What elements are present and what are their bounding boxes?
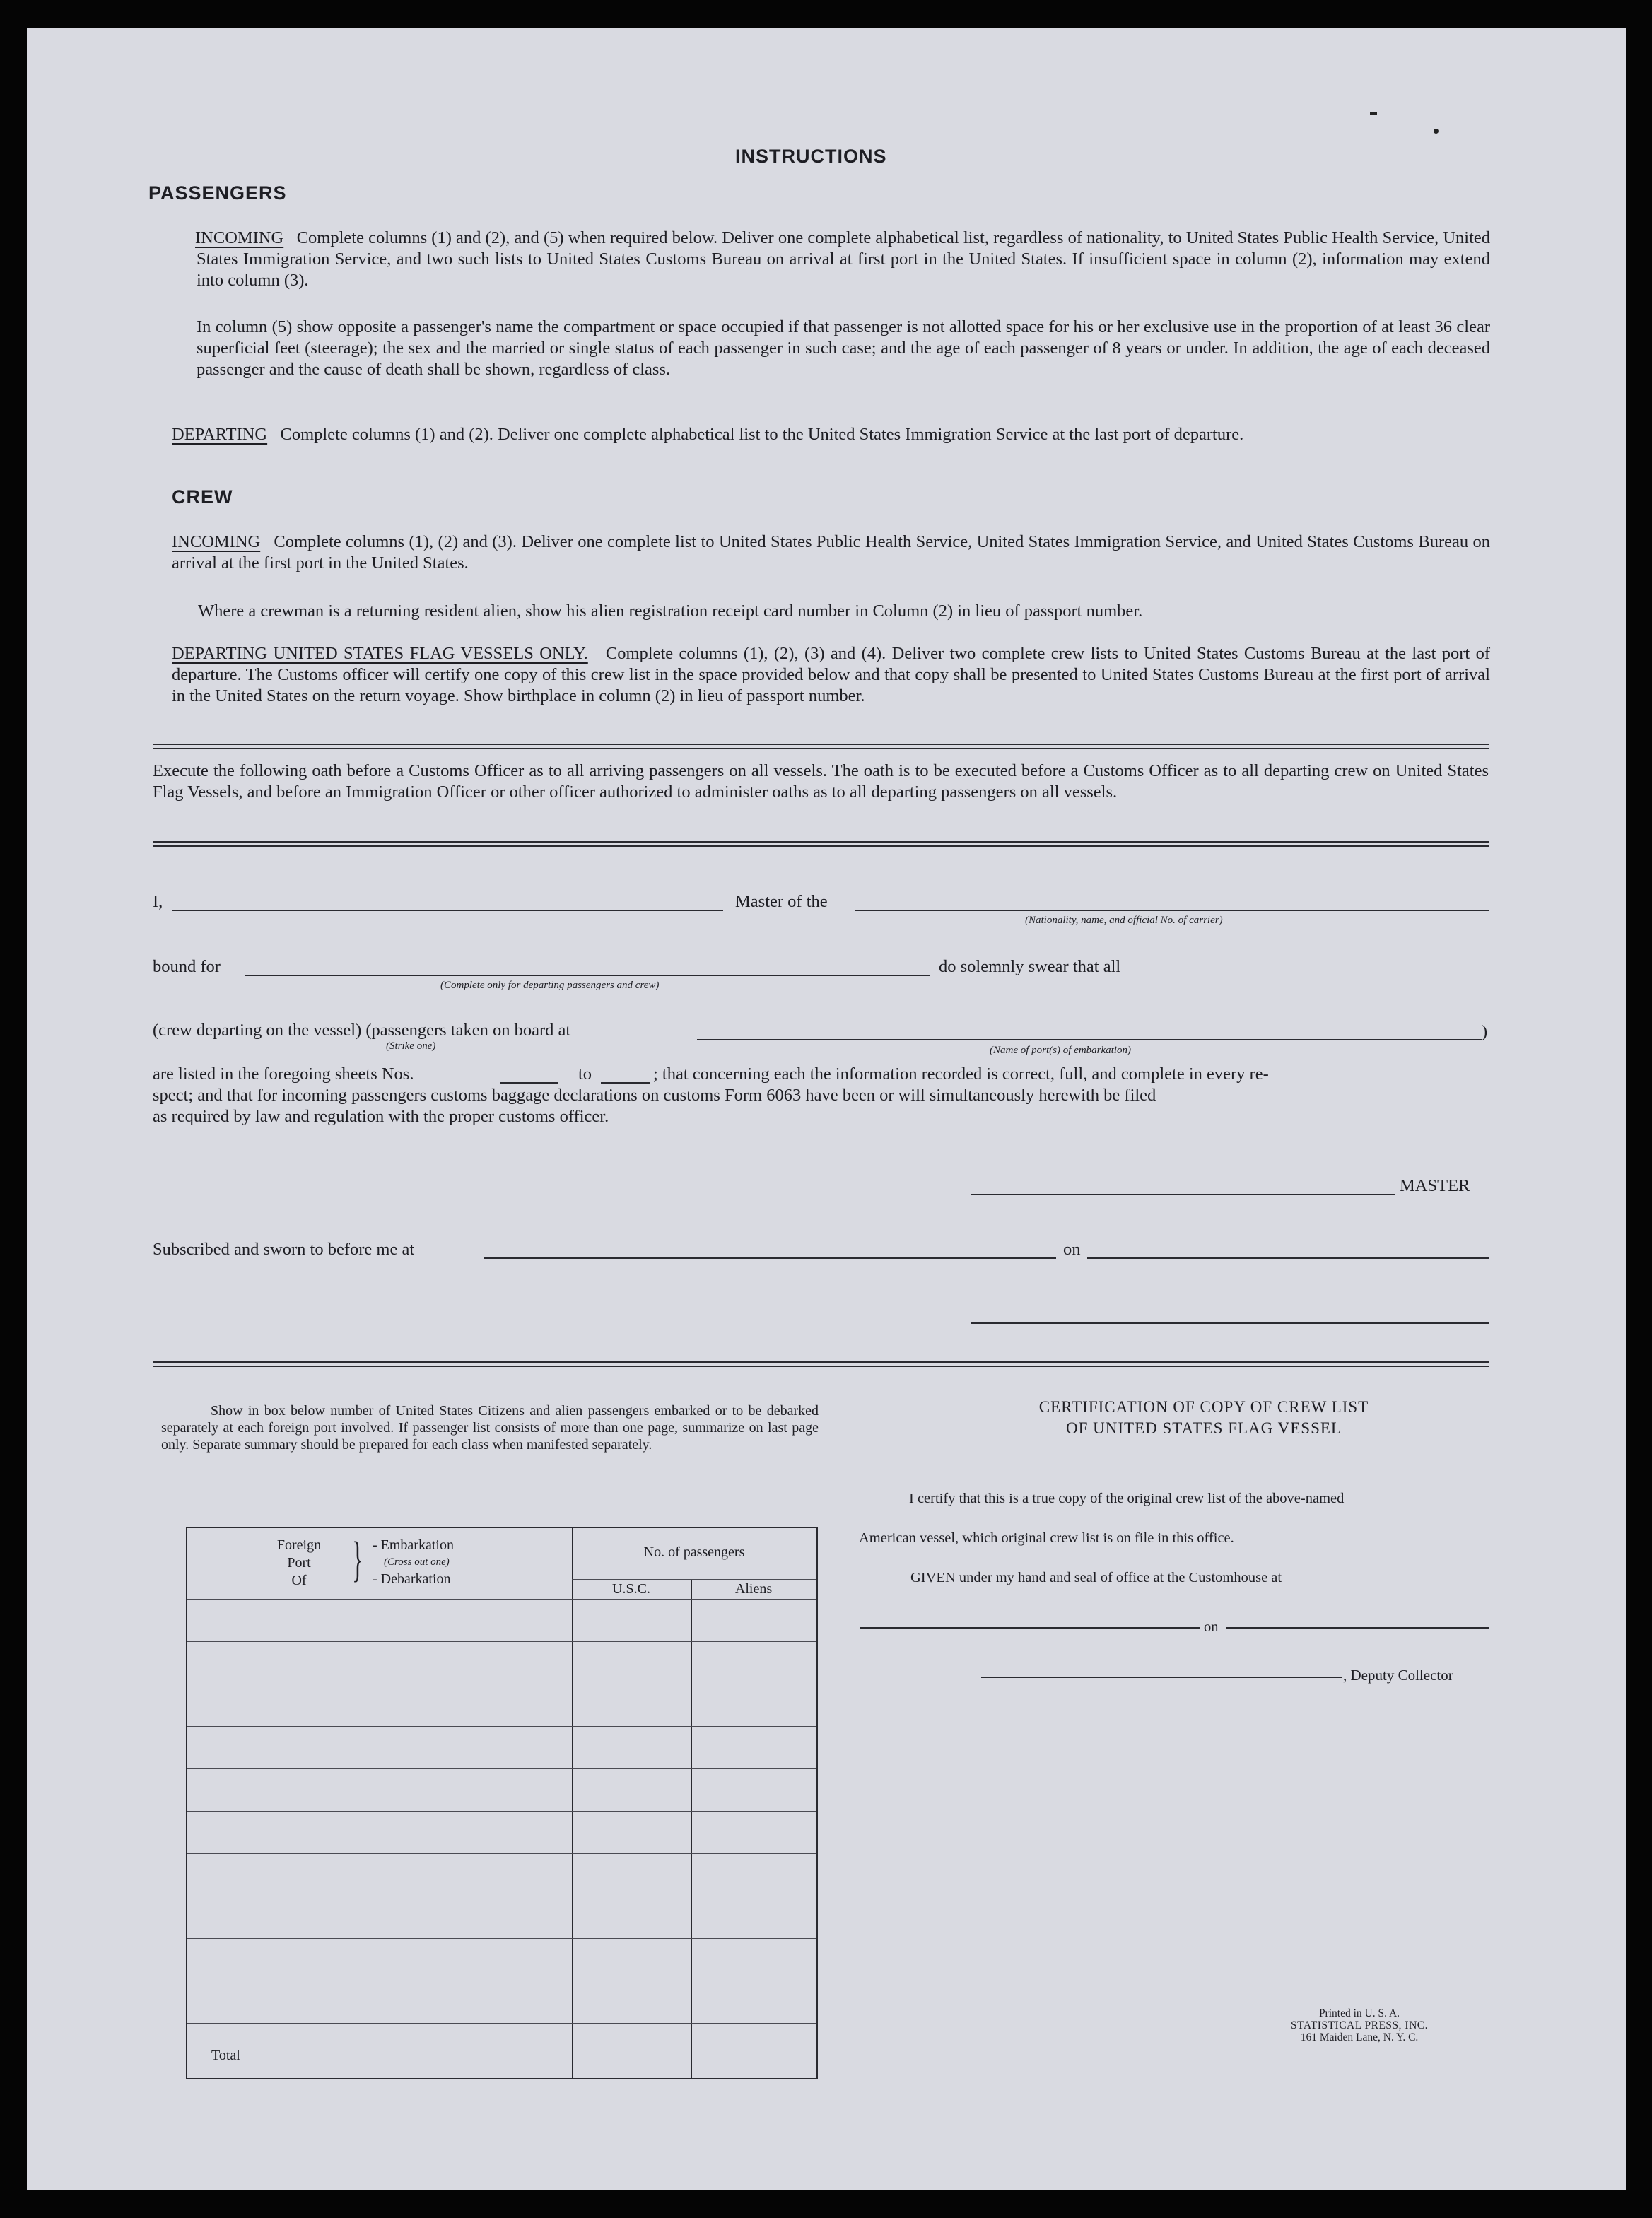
foreign-text: Foreign xyxy=(276,1537,322,1553)
debarkation-label: - Debarkation xyxy=(373,1571,451,1587)
subscribed-place-line[interactable] xyxy=(484,1257,1056,1259)
scan-mark xyxy=(1434,129,1439,134)
table-column-divider xyxy=(572,1528,573,2078)
form-page xyxy=(27,28,1626,2190)
cross-out-caption: (Cross out one) xyxy=(384,1556,450,1568)
of-text: Of xyxy=(291,1573,307,1588)
table-header-divider xyxy=(572,1579,816,1580)
summary-instruction: Show in box below number of United States Citizens and alien passengers embarked or to be debarked separately at each foreign port involved. If passenger list consists of more than one page, summarize on last page only. Separate summary should be prepared for each class when manifested separately. xyxy=(161,1403,819,1453)
deputy-collector-label: , Deputy Collector xyxy=(1343,1667,1453,1684)
crew-departing-text: Complete columns (1), (2), (3) and (4). Deliver two complete crew lists to United States Customs Bureau at the last port of departure. The Customs officer will certify one copy of this crew list in the space provided below and that copy shall be presented to United States Customs Bureau at the first port of arrival in the United States on the return voyage. Show birthplace in column (2) in lieu of passport number. xyxy=(172,644,1490,705)
deputy-collector-line[interactable] xyxy=(981,1677,1342,1678)
listed-sheets-text: are listed in the foregoing sheets Nos. xyxy=(153,1064,414,1084)
master-of-the-label: Master of the xyxy=(735,892,828,911)
name-ports-caption: (Name of port(s) of embarkation) xyxy=(990,1045,1131,1056)
nationality-caption: (Nationality, name, and official No. of carrier) xyxy=(1025,915,1223,926)
crew-incoming-paragraph xyxy=(172,532,1490,574)
sheet-from-line[interactable] xyxy=(500,1082,558,1084)
subscribed-on-label: on xyxy=(1063,1240,1081,1259)
listed-line2: spect; and that for incoming passengers customs baggage declarations on customs Form 6063 have been or will simultaneously herewith be filed xyxy=(153,1086,1156,1105)
certification-title-line2: OF UNITED STATES FLAG VESSEL xyxy=(1066,1419,1342,1437)
passengers-incoming-paragraph xyxy=(197,228,1490,291)
subscribed-label: Subscribed and sworn to before me at xyxy=(153,1240,415,1259)
master-name-line[interactable] xyxy=(172,910,723,911)
listed-line3: as required by law and regulation with the proper customs officer. xyxy=(153,1107,609,1126)
customhouse-line[interactable] xyxy=(860,1627,1200,1629)
no-of-passengers-header: No. of passengers xyxy=(643,1544,745,1560)
oath-instruction: Execute the following oath before a Customs Officer as to all arriving passengers on all vessels. The oath is to be executed before a Customs Officer as to all departing crew on United States Flag Vessels, and before an Immigration Officer or other officer authorized to administer oaths as to all departing passengers on all vessels. xyxy=(153,761,1489,802)
table-row xyxy=(187,1938,816,1939)
table-row xyxy=(187,1768,816,1769)
table-row xyxy=(187,1641,816,1642)
embarkation-label: - Embarkation xyxy=(373,1537,454,1553)
certification-title-line1: CERTIFICATION OF COPY OF CREW LIST xyxy=(1038,1398,1369,1416)
certify-line2: American vessel, which original crew list is on file in this office. xyxy=(859,1530,1234,1546)
complete-only-caption: (Complete only for departing passengers and crew) xyxy=(440,980,660,991)
passengers-incoming-label: INCOMING xyxy=(195,228,284,247)
table-row xyxy=(187,2023,816,2024)
subscribed-date-line[interactable] xyxy=(1087,1257,1489,1259)
printer-imprint xyxy=(1257,2007,1462,2043)
imprint-line3: 161 Maiden Lane, N. Y. C. xyxy=(1300,2031,1419,2043)
separator-double-rule xyxy=(153,1361,1489,1367)
solemnly-swear-text: do solemnly swear that all xyxy=(939,957,1121,976)
passenger-summary-table xyxy=(186,1527,818,2079)
listed-post-text: ; that concerning each the information recorded is correct, full, and complete in every re- xyxy=(653,1064,1269,1084)
given-text: GIVEN under my hand and seal of office at the Customhouse at xyxy=(910,1570,1282,1585)
table-row xyxy=(187,1811,816,1812)
master-signature-label: MASTER xyxy=(1400,1176,1470,1195)
table-row xyxy=(187,1853,816,1854)
officer-signature-line[interactable] xyxy=(971,1322,1489,1324)
bound-for-label: bound for xyxy=(153,957,221,976)
instructions-title: INSTRUCTIONS xyxy=(735,146,887,167)
passengers-departing-label: DEPARTING xyxy=(172,425,268,444)
crew-departing-label: DEPARTING UNITED STATES FLAG VESSELS ONLY. xyxy=(172,644,588,663)
strike-one-caption: (Strike one) xyxy=(386,1040,436,1052)
foreign-port-of-label xyxy=(269,1537,329,1590)
usc-header: U.S.C. xyxy=(612,1581,650,1597)
port-text: Port xyxy=(287,1555,311,1571)
separator-double-rule xyxy=(153,744,1489,749)
scan-mark xyxy=(1370,112,1377,115)
carrier-line[interactable] xyxy=(855,910,1489,911)
passengers-departing-paragraph xyxy=(172,424,1490,445)
crewman-paragraph: Where a crewman is a returning resident alien, show his alien registration receipt card number in Column (2) in lieu of passport number. xyxy=(198,602,1143,621)
close-paren: ) xyxy=(1482,1022,1488,1041)
table-row xyxy=(187,1599,816,1600)
crew-heading: CREW xyxy=(172,486,233,507)
column5-paragraph: In column (5) show opposite a passenger's name the compartment or space occupied if that passenger is not allotted space for his or her exclusive use in the proportion of at least 36 clear superficial feet (steerage); the sex and the married or single status of each passenger in such case; and the age of each passenger of 8 years or under. In addition, the age of each deceased passenger and the cause of death shall be shown, regardless of class. xyxy=(197,317,1490,379)
certification-date-line[interactable] xyxy=(1226,1627,1489,1629)
sheet-to-line[interactable] xyxy=(601,1082,650,1084)
aliens-header: Aliens xyxy=(734,1581,773,1597)
passengers-incoming-text: Complete columns (1) and (2), and (5) when required below. Deliver one complete alphabetical list, regardless of nationality, to United States Public Health Service, United States Immigration Service, and two such lists to United States Customs Bureau on arrival at first port in the United States. If insufficient space in column (2), information may extend into column (3). xyxy=(197,228,1491,290)
passengers-departing-text: Complete columns (1) and (2). Deliver one complete alphabetical list to the United States Immigration Service at the last port of departure. xyxy=(280,425,1244,444)
brace-icon: } xyxy=(352,1532,363,1587)
separator-double-rule xyxy=(153,841,1489,847)
table-row xyxy=(187,1726,816,1727)
imprint-line1: Printed in U. S. A. xyxy=(1318,2007,1400,2019)
imprint-line2: STATISTICAL PRESS, INC. xyxy=(1291,2019,1428,2031)
passengers-heading: PASSENGERS xyxy=(148,182,287,204)
master-signature-line[interactable] xyxy=(971,1194,1395,1195)
certification-on-label: on xyxy=(1204,1619,1219,1635)
table-column-divider xyxy=(691,1579,692,2078)
certify-line1: I certify that this is a true copy of the original crew list of the above-named xyxy=(909,1491,1345,1506)
port-of-embarkation-line[interactable] xyxy=(697,1039,1482,1040)
total-label: Total xyxy=(211,2048,240,2063)
crew-departing-text: (crew departing on the vessel) (passengers taken on board at xyxy=(153,1021,571,1040)
oath-i-label: I, xyxy=(153,892,163,911)
certification-title xyxy=(875,1397,1533,1439)
listed-to-text: to xyxy=(578,1064,592,1084)
crew-incoming-label: INCOMING xyxy=(172,532,261,551)
crew-departing-paragraph xyxy=(172,643,1490,707)
bound-for-line[interactable] xyxy=(245,975,930,976)
crew-incoming-text: Complete columns (1), (2) and (3). Deliver one complete list to United States Public Health Service, United States Immigration Service, and United States Customs Bureau on arrival at the first port in the United States. xyxy=(172,532,1490,573)
